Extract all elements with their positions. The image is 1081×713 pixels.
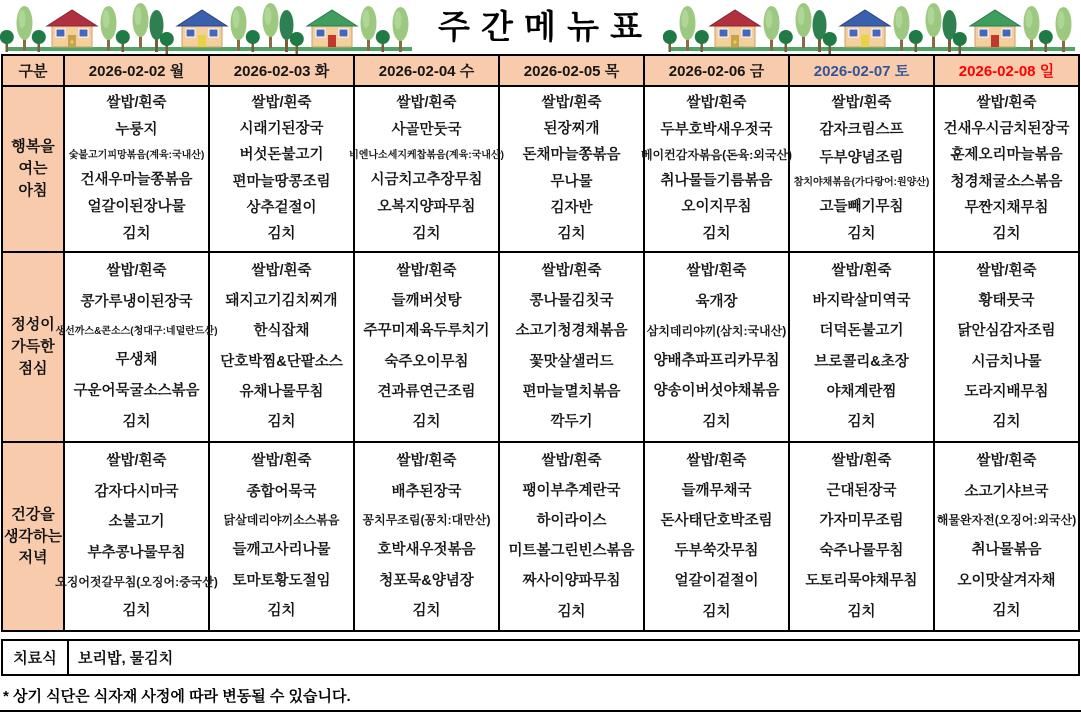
- menu-cell: [354, 252, 499, 442]
- menu-item: 김치: [702, 414, 731, 431]
- menu-item: 건새우마늘쫑볶음: [80, 171, 193, 188]
- menu-cell: [499, 442, 644, 631]
- menu-item: 생선까스&콘소스(청대구:네덜란드산): [55, 325, 218, 337]
- menu-item: 브로콜리&초장: [814, 353, 909, 370]
- menu-item: 취나물볶음: [971, 542, 1042, 559]
- menu-item: 시금치고추장무침: [370, 171, 483, 188]
- meal-row-label: [2, 252, 64, 442]
- therapy-diet-label: 치료식: [2, 640, 68, 675]
- menu-item: 김치: [992, 414, 1021, 431]
- menu-item: 들깨버섯탕: [391, 293, 462, 310]
- menu-item: 들깨무채국: [681, 482, 752, 499]
- menu-cell: [934, 442, 1079, 631]
- therapy-diet-table: [1, 639, 1080, 676]
- day-header: 2026-02-05 목: [499, 55, 644, 86]
- menu-item: 쌀밥/흰죽: [251, 262, 312, 279]
- menu-item: 김자반: [550, 200, 593, 217]
- meal-row-label-line: 행복을: [11, 138, 55, 156]
- menu-item: 짜사이양파무침: [522, 573, 621, 590]
- menu-item: 도토리묵야채무침: [805, 573, 918, 590]
- menu-item: 쌀밥/흰죽: [976, 262, 1037, 279]
- menu-item: 두부쑥갓무침: [674, 543, 759, 560]
- menu-item: 쌀밥/흰죽: [686, 95, 747, 112]
- menu-item: 오이지무침: [681, 199, 752, 216]
- meal-row-label-line: 점심: [18, 359, 48, 377]
- menu-item: 쌀밥/흰죽: [541, 262, 602, 279]
- corner-header: 구분: [2, 55, 64, 86]
- menu-item: 돈사태단호박조림: [660, 513, 773, 530]
- menu-item: 콩가루냉이된장국: [80, 294, 193, 311]
- menu-item: 쌀밥/흰죽: [106, 263, 167, 280]
- menu-item: 하이라이스: [536, 513, 607, 530]
- menu-item: 참치야채볶음(가다랑어:원양산): [793, 176, 930, 188]
- menu-item: 소불고기: [108, 514, 165, 531]
- menu-item: 꽃맛살샐러드: [529, 353, 614, 370]
- menu-item: 숙주오이무침: [384, 353, 469, 370]
- menu-item: 쌀밥/흰죽: [541, 94, 602, 111]
- menu-cell: [640, 86, 793, 252]
- menu-item: 시래기된장국: [239, 121, 324, 138]
- meal-row-label-line: 아침: [18, 181, 48, 199]
- menu-cell: [644, 252, 789, 442]
- trees-houses-illustration-right: [663, 0, 1081, 54]
- menu-cell: [349, 86, 504, 252]
- menu-item: 베이컨감자볶음(돈육:외국산): [640, 147, 793, 162]
- meal-row: [2, 442, 1079, 631]
- menu-item: 깍두기: [550, 414, 593, 431]
- menu-item: 삼치데리야끼(삼치:국내산): [646, 323, 787, 338]
- menu-item: 김치: [992, 603, 1021, 620]
- menu-item: 감자크림스프: [819, 122, 904, 139]
- meal-row-label-line: 가득한: [11, 338, 55, 356]
- menu-item: 김치: [702, 603, 731, 620]
- menu-item: 돼지고기김치찌개: [225, 293, 338, 310]
- menu-item: 편마늘멸치볶음: [522, 384, 621, 401]
- menu-cell: [934, 252, 1079, 442]
- menu-item: 가자미무조림: [819, 513, 904, 530]
- menu-item: 버섯돈불고기: [239, 147, 324, 164]
- day-header: 2026-02-07 토: [789, 55, 934, 86]
- menu-item: 두부호박새우젓국: [660, 121, 773, 138]
- menu-item: 상추겉절이: [246, 200, 317, 217]
- day-header: 2026-02-08 일: [934, 55, 1079, 86]
- menu-item: 한식잡채: [253, 323, 310, 340]
- menu-item: 김치: [267, 414, 296, 431]
- menu-item: 바지락살미역국: [812, 293, 911, 310]
- menu-item: 닭안심감자조림: [957, 323, 1056, 340]
- menu-cell: [64, 86, 209, 252]
- decorative-banner: [0, 0, 1081, 54]
- menu-item: 종합어묵국: [246, 483, 317, 500]
- menu-item: 김치: [412, 414, 441, 431]
- menu-item: 무생채: [115, 351, 158, 368]
- menu-item: 주꾸미제육두루치기: [363, 323, 490, 340]
- meal-row-label-line: 여는: [18, 160, 48, 178]
- bottom-divider: [0, 710, 1081, 712]
- menu-cell: [209, 252, 354, 442]
- menu-item: 해물완자전(오징어:외국산): [936, 513, 1077, 528]
- menu-item: 두부양념조림: [819, 149, 904, 166]
- menu-item: 쌀밥/흰죽: [251, 94, 312, 111]
- therapy-diet-value: 보리밥, 물김치: [68, 640, 1079, 675]
- meal-row-label-line: 건강을: [11, 505, 55, 523]
- menu-cell: [499, 86, 644, 252]
- menu-item: 김치: [267, 603, 296, 620]
- menu-item: 김치: [847, 603, 876, 620]
- menu-item: 무짠지채무침: [964, 200, 1049, 217]
- menu-item: 소고기샤브국: [964, 483, 1049, 500]
- menu-item: 비엔나소세지케찹볶음(계육:국내산): [349, 149, 504, 161]
- menu-item: 쌀밥/흰죽: [251, 452, 312, 469]
- menu-item: 건새우시금치된장국: [943, 121, 1070, 138]
- meal-row-label-line: 저녁: [18, 549, 48, 567]
- menu-item: 얼갈이된장나물: [87, 198, 186, 215]
- menu-item: 구운어묵굴소스볶음: [73, 382, 200, 399]
- menu-item: 호박새우젓볶음: [377, 542, 476, 559]
- meal-row-label: [2, 442, 64, 631]
- menu-item: 근대된장국: [826, 482, 897, 499]
- page-title: 주 간 메 뉴 표: [437, 8, 644, 45]
- menu-item: 소고기청경채볶음: [515, 323, 628, 340]
- menu-item: 육개장: [695, 293, 738, 310]
- menu-item: 편마늘땅콩조림: [232, 173, 331, 190]
- menu-item: 단호박찜&단팥소스: [220, 353, 343, 370]
- menu-item: 쌀밥/흰죽: [686, 263, 747, 280]
- meal-row: [2, 252, 1079, 442]
- menu-item: 닭살데리야끼소스볶음: [223, 513, 340, 528]
- menu-item: 청경채굴소스볶음: [950, 173, 1063, 190]
- menu-item: 얼갈이겉절이: [674, 573, 759, 590]
- menu-item: 더덕돈불고기: [819, 323, 904, 340]
- menu-item: 황태뭇국: [978, 293, 1035, 310]
- date-header-row: [2, 55, 1079, 86]
- menu-item: 취나물들기름볶음: [660, 172, 773, 189]
- menu-item: 들깨고사리나물: [232, 542, 331, 559]
- menu-item: 김치: [847, 414, 876, 431]
- menu-item: 김치: [122, 603, 151, 620]
- menu-item: 숙주나물무침: [819, 543, 904, 560]
- menu-item: 쌀밥/흰죽: [396, 262, 457, 279]
- day-header: 2026-02-03 화: [209, 55, 354, 86]
- menu-item: 도라지배무침: [964, 384, 1049, 401]
- menu-item: 양배추파프리카무침: [653, 352, 780, 369]
- day-header: 2026-02-04 수: [354, 55, 499, 86]
- menu-item: 감자다시마국: [94, 483, 179, 500]
- meal-row-label-line: 생각하는: [4, 527, 62, 545]
- menu-item: 쌀밥/흰죽: [396, 452, 457, 469]
- menu-item: 쌀밥/흰죽: [541, 452, 602, 469]
- menu-item: 사골만둣국: [391, 122, 462, 139]
- menu-item: 김치: [412, 226, 441, 243]
- menu-cell: [499, 252, 644, 442]
- menu-item: 김치: [992, 226, 1021, 243]
- menu-item: 시금치나물: [971, 353, 1042, 370]
- menu-item: 김치: [122, 414, 151, 431]
- menu-item: 유채나물무침: [239, 384, 324, 401]
- weekly-menu-table: [1, 54, 1080, 632]
- menu-cell: [354, 442, 499, 631]
- menu-item: 쌀밥/흰죽: [686, 452, 747, 469]
- day-header: 2026-02-02 월: [64, 55, 209, 86]
- menu-item: 쌀밥/흰죽: [976, 94, 1037, 111]
- menu-item: 쌀밥/흰죽: [831, 95, 892, 112]
- menu-item: 김치: [267, 226, 296, 243]
- menu-item: 김치: [702, 226, 731, 243]
- menu-item: 김치: [557, 226, 586, 243]
- menu-item: 쌀밥/흰죽: [976, 452, 1037, 469]
- menu-cell: [209, 442, 354, 631]
- menu-cell: [789, 442, 934, 631]
- menu-item: 쌀밥/흰죽: [831, 262, 892, 279]
- menu-item: 오이맛살겨자채: [957, 572, 1056, 589]
- menu-item: 된장찌개: [543, 121, 600, 138]
- meal-row-label-line: 정성이: [11, 316, 55, 334]
- menu-item: 배추된장국: [391, 483, 462, 500]
- menu-cell: [55, 442, 218, 631]
- menu-item: 돈채마늘쫑볶음: [522, 147, 621, 164]
- trees-houses-illustration-left: [0, 0, 418, 54]
- menu-item: 오복지양파무침: [377, 198, 476, 215]
- menu-cell: [209, 86, 354, 252]
- menu-item: 야채계란찜: [826, 384, 897, 401]
- menu-item: 김치: [122, 226, 151, 243]
- menu-cell: [789, 86, 934, 252]
- menu-item: 미트볼그린빈스볶음: [508, 543, 635, 560]
- menu-item: 꽁치무조림(꽁치:대만산): [362, 513, 491, 528]
- menu-item: 콩나물김칫국: [529, 293, 614, 310]
- menu-cell: [934, 86, 1079, 252]
- menu-item: 팽이부추계란국: [522, 482, 621, 499]
- menu-item: 김치: [412, 603, 441, 620]
- menu-item: 쌀밥/흰죽: [396, 95, 457, 112]
- menu-item: 쌀밥/흰죽: [831, 452, 892, 469]
- menu-item: 양송이버섯야채볶음: [653, 383, 780, 400]
- menu-item: 쌀밥/흰죽: [106, 95, 167, 112]
- menu-item: 부추콩나물무침: [87, 544, 186, 561]
- menu-item: 누룽지: [115, 122, 158, 139]
- menu-item: 고들빼기무침: [819, 198, 904, 215]
- menu-item: 무나물: [550, 173, 593, 190]
- menu-cell: [644, 442, 789, 631]
- menu-cell: [789, 252, 934, 442]
- menu-item: 견과류연근조림: [377, 384, 476, 401]
- footnote: * 상기 식단은 식자재 사정에 따라 변동될 수 있습니다.: [3, 688, 351, 705]
- menu-item: 김치: [557, 603, 586, 620]
- menu-item: 토마토황도절임: [232, 572, 331, 589]
- meal-row-label: [2, 86, 64, 252]
- menu-item: 쌀밥/흰죽: [106, 452, 167, 469]
- meal-row: [2, 86, 1079, 252]
- day-header: 2026-02-06 금: [644, 55, 789, 86]
- menu-item: 청포묵&양념장: [379, 572, 474, 589]
- menu-item: 오징어젓갈무침(오징어:중국산): [55, 574, 218, 589]
- menu-item: 숯불고기피망볶음(계육:국내산): [68, 149, 205, 161]
- menu-item: 김치: [847, 226, 876, 243]
- menu-cell: [55, 252, 218, 442]
- menu-item: 훈제오리마늘볶음: [950, 147, 1063, 164]
